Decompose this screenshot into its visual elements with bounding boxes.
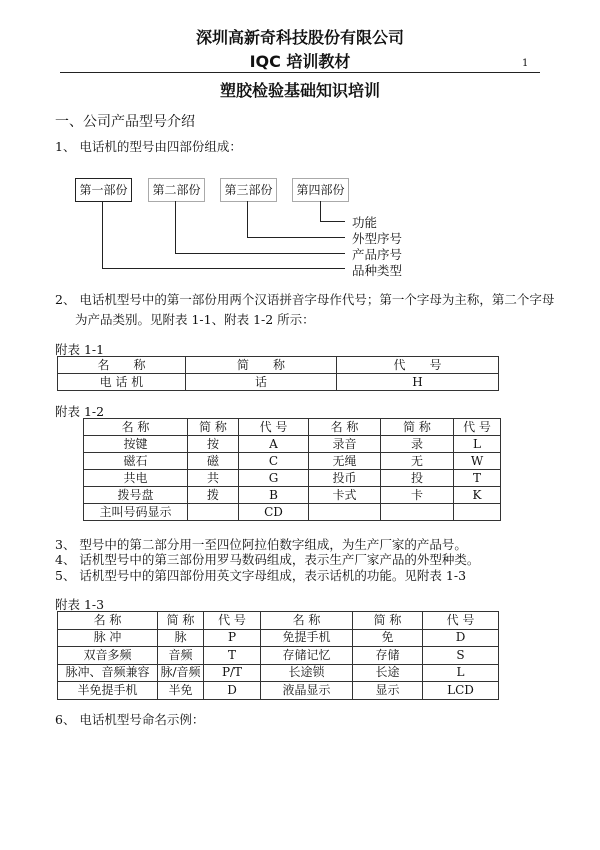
column-header: 代 号 [337,357,499,374]
table-row [84,504,501,521]
table-cell: 投币 [309,470,381,487]
connector-line [102,201,103,269]
table-cell: 磁 [188,453,239,470]
table-cell: LCD [423,682,499,700]
table-cell: G [239,470,309,487]
table-header-row [84,419,501,436]
table-row [58,629,499,647]
table-cell: H [337,374,499,391]
table-cell: 显示 [353,682,423,700]
table-cell [188,504,239,521]
table-cell: 拨 [188,487,239,504]
table-cell: A [239,436,309,453]
table-cell: 半免提手机 [58,682,158,700]
item-2: 2、 电话机型号中的第一部份用两个汉语拼音字母作代号；第一个字母为主称，第二个字母 [55,292,555,307]
table-cell: 投 [381,470,454,487]
table-cell: T [204,647,261,665]
table-row [84,453,501,470]
table3-caption: 附表 1-3 [55,597,105,612]
column-header: 简 称 [188,419,239,436]
page-number: 1 [522,58,529,69]
table2-caption: 附表 1-2 [55,404,105,419]
table-cell: D [204,682,261,700]
table-cell: 卡 [381,487,454,504]
table-cell: T [454,470,501,487]
table-row [58,664,499,682]
table-cell: 主叫号码显示 [84,504,188,521]
table-cell: 按 [188,436,239,453]
table-cell: 无绳 [309,453,381,470]
column-header: 代 号 [239,419,309,436]
table-cell: 卡式 [309,487,381,504]
column-header: 简 称 [353,612,423,630]
label-appearance: 外型序号 [352,231,403,246]
column-header: 代 号 [454,419,501,436]
table-cell: 脉 [158,629,204,647]
table-cell: C [239,453,309,470]
column-header: 简 称 [186,357,337,374]
table-header-row [58,357,499,374]
table-cell: B [239,487,309,504]
header-rule [60,72,540,73]
connector-line [320,221,345,222]
table-cell: 共电 [84,470,188,487]
table-cell: 半免 [158,682,204,700]
label-category: 品种类型 [352,263,403,278]
table-cell: L [454,436,501,453]
table-header-row [58,612,499,630]
table-cell: 存储 [353,647,423,665]
table-row [84,436,501,453]
table-cell [454,504,501,521]
connector-line [320,201,321,222]
item-2-cont: 为产品类别。见附表 1-1、附表 1-2 所示： [75,312,315,327]
table-cell: 脉 冲 [58,629,158,647]
document-subtitle: IQC 培训教材 [249,52,351,71]
connector-line [102,268,345,269]
connector-line [175,201,176,254]
part-box-2: 第二部份 [148,178,205,202]
table-cell: 按键 [84,436,188,453]
table-row [58,374,499,391]
table-cell: 存储记忆 [261,647,353,665]
table-cell: 录音 [309,436,381,453]
part-box-3: 第三部份 [220,178,277,202]
table-row [58,647,499,665]
table-cell: K [454,487,501,504]
company-name: 深圳高新奇科技股份有限公司 [195,28,404,47]
table-cell: 免提手机 [261,629,353,647]
label-product-no: 产品序号 [352,247,403,262]
connector-line [175,253,345,254]
label-function: 功能 [352,215,378,230]
connector-line [247,201,248,238]
table-cell: 电 话 机 [58,374,186,391]
table-cell: 话 [186,374,337,391]
column-header: 代 号 [423,612,499,630]
part-box-1: 第一部份 [75,178,132,202]
table-cell: 共 [188,470,239,487]
column-header: 名 称 [261,612,353,630]
table-cell: P [204,629,261,647]
column-header: 名 称 [309,419,381,436]
table-cell: 长途 [353,664,423,682]
item-1: 1、 电话机的型号由四部份组成： [55,139,242,154]
item-5: 5、 话机型号中的第四部份用英文字母组成，表示话机的功能。见附表 1-3 [55,568,467,583]
table-cell: W [454,453,501,470]
table-cell: D [423,629,499,647]
table-cell [309,504,381,521]
table-1-2 [83,418,501,521]
column-header: 简 称 [381,419,454,436]
column-header: 简 称 [158,612,204,630]
table-cell: 无 [381,453,454,470]
table-row [58,682,499,700]
table-cell [381,504,454,521]
table-cell: L [423,664,499,682]
item-6: 6、 电话机型号命名示例： [55,712,205,727]
table-cell: 音频 [158,647,204,665]
table1-caption: 附表 1-1 [55,342,105,357]
table-1-1 [57,356,499,391]
table-cell: 脉/音频 [158,664,204,682]
page-title: 塑胶检验基础知识培训 [219,81,380,100]
column-header: 代 号 [204,612,261,630]
table-cell: 长途锁 [261,664,353,682]
table-cell: 录 [381,436,454,453]
table-cell: 免 [353,629,423,647]
table-cell: 双音多频 [58,647,158,665]
table-cell: CD [239,504,309,521]
table-cell: 拨号盘 [84,487,188,504]
table-cell: 脉冲、音频兼容 [58,664,158,682]
section-heading: 一、公司产品型号介绍 [55,114,195,130]
column-header: 名 称 [58,612,158,630]
item-3: 3、 型号中的第二部分用一至四位阿拉伯数字组成，为生产厂家的产品号。 [55,537,467,552]
item-4: 4、 话机型号中的第三部份用罗马数码组成，表示生产厂家产品的外型种类。 [55,552,480,567]
table-cell: P/T [204,664,261,682]
part-box-4: 第四部份 [292,178,349,202]
connector-line [247,237,345,238]
table-row [84,470,501,487]
table-cell: 液晶显示 [261,682,353,700]
column-header: 名 称 [84,419,188,436]
table-row [84,487,501,504]
column-header: 名 称 [58,357,186,374]
table-cell: S [423,647,499,665]
table-cell: 磁石 [84,453,188,470]
table-1-3 [57,611,499,700]
